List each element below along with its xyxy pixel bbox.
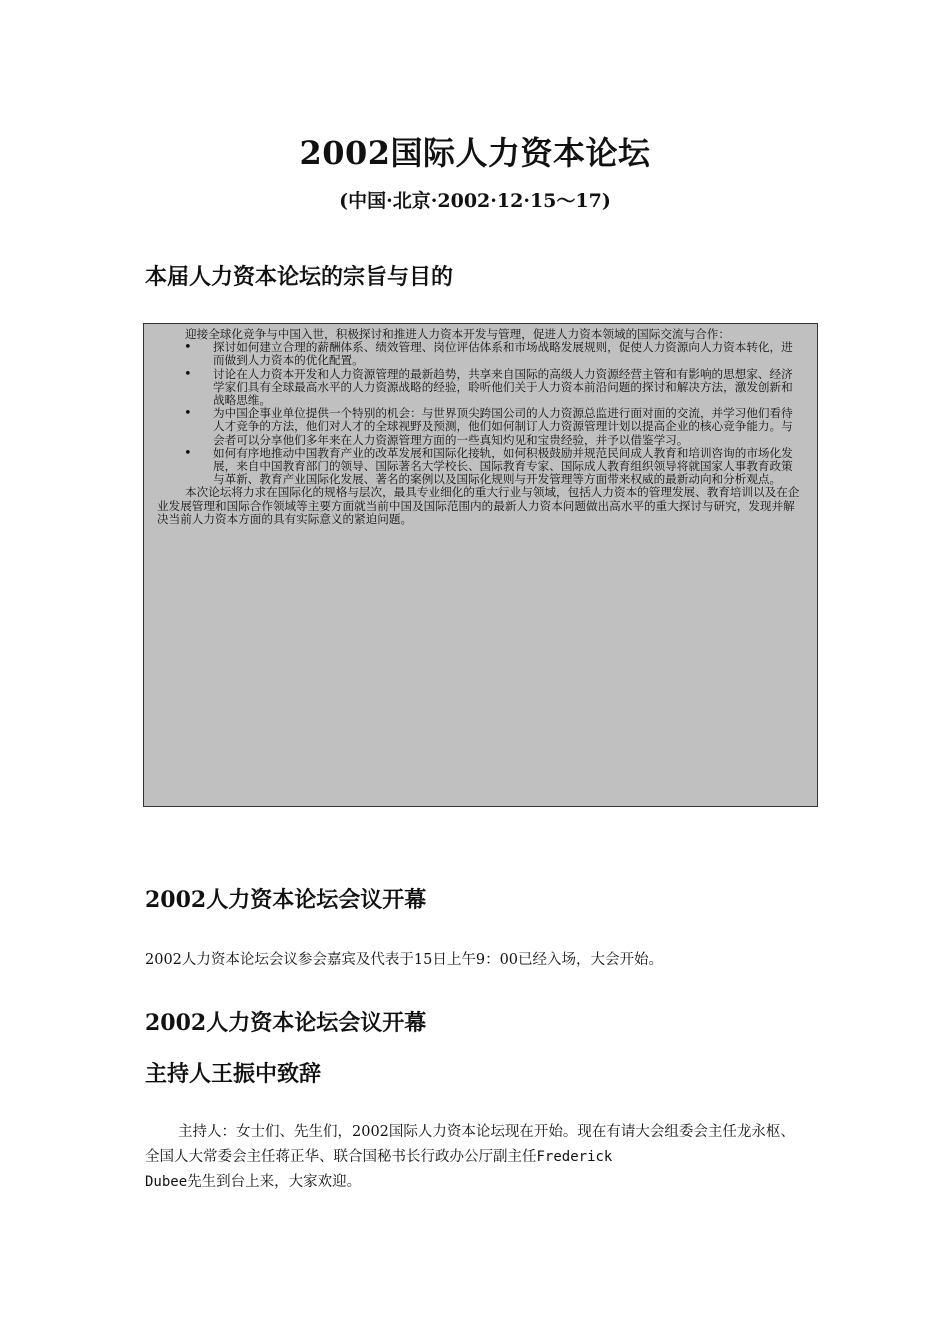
document-title: 2002国际人力资本论坛 [299, 134, 651, 172]
purpose-closing: 本次论坛将力求在国际化的规格与层次，最具专业细化的重大行业与领域，包括人力资本的管理发展、教育培训以及在企业发展管理和国际合作领域等主要方面就当前中国及国际范围内的最新人力资本问题做出高水平的重大探讨与研究，发现并解决当前人力资本方面的具有实际意义的紧迫问题。 [157, 485, 800, 526]
host-speech-text: 主持人：女士们、先生们，2002国际人力资本论坛现在开始。现在有请大会组委会主任龙永枢、全国人大常委会主任蒋正华、联合国秘书长行政办公厅副主任 [145, 1124, 795, 1165]
section-heading-opening: 2002人力资本论坛会议开幕 [145, 887, 427, 913]
section-heading-purpose: 本届人力资本论坛的宗旨与目的 [145, 264, 454, 290]
host-speech-paragraph [145, 1120, 805, 1195]
section-heading-opening-2: 2002人力资本论坛会议开幕 [145, 1010, 427, 1036]
purpose-intro: 迎接全球化竞争与中国入世，积极探讨和推进人力资本开发与管理，促进人力资本领域的国际交流与合作： [185, 327, 730, 341]
document-subtitle: (中国·北京·2002·12·15～17) [339, 190, 611, 212]
host-speech-name-first: Frederick [536, 1149, 613, 1165]
purpose-bullet: • 探讨如何建立合理的薪酬体系、绩效管理、岗位评估体系和市场战略发展规则，促使人力资源向人力资本转化，进而做到人力资本的优化配置。 [157, 341, 803, 367]
section-heading-host-speech: 主持人王振中致辞 [145, 1061, 322, 1087]
opening-text: 2002人力资本论坛会议参会嘉宾及代表于15日上午9：00已经入场，大会开始。 [145, 952, 664, 968]
host-speech-text-end: 先生到台上来，大家欢迎。 [187, 1174, 362, 1190]
purpose-bullet: • 为中国企事业单位提供一个特别的机会：与世界顶尖跨国公司的人力资源总监进行面对面的交流，并学习他们看待人才竞争的方法，他们对人才的全球视野及预测，他们如何制订人力资源管理计划以提高企业的核心竞争能力。与会者可以分享他们多年来在人力资源管理方面的一些真知灼见和宝贵经验，并予以借鉴学习。 [157, 407, 803, 447]
host-speech-name-last: Dubee [145, 1174, 188, 1190]
purpose-bullet: • 如何有序地推动中国教育产业的改革发展和国际化接轨，如何积极鼓励并规范民间成人教育和培训咨询的市场化发展，来自中国教育部门的领导、国际著名大学校长、国际教育专家、国际成人教育组织领导将就国家人事教育政策与革新、教育产业国际化发展、著名的案例以及国际化规则与开发管理等方面带来权威的最新动向和分析观点。 [157, 447, 803, 487]
purpose-bullet-list [157, 341, 803, 486]
purpose-text-box [143, 323, 818, 807]
purpose-bullet: • 讨论在人力资本开发和人力资源管理的最新趋势，共享来自国际的高级人力资源经营主管和有影响的思想家、经济学家们具有全球最高水平的人力资源战略的经验，聆听他们关于人力资本前沿问题的探讨和解决方法，激发创新和战略思维。 [157, 368, 803, 408]
